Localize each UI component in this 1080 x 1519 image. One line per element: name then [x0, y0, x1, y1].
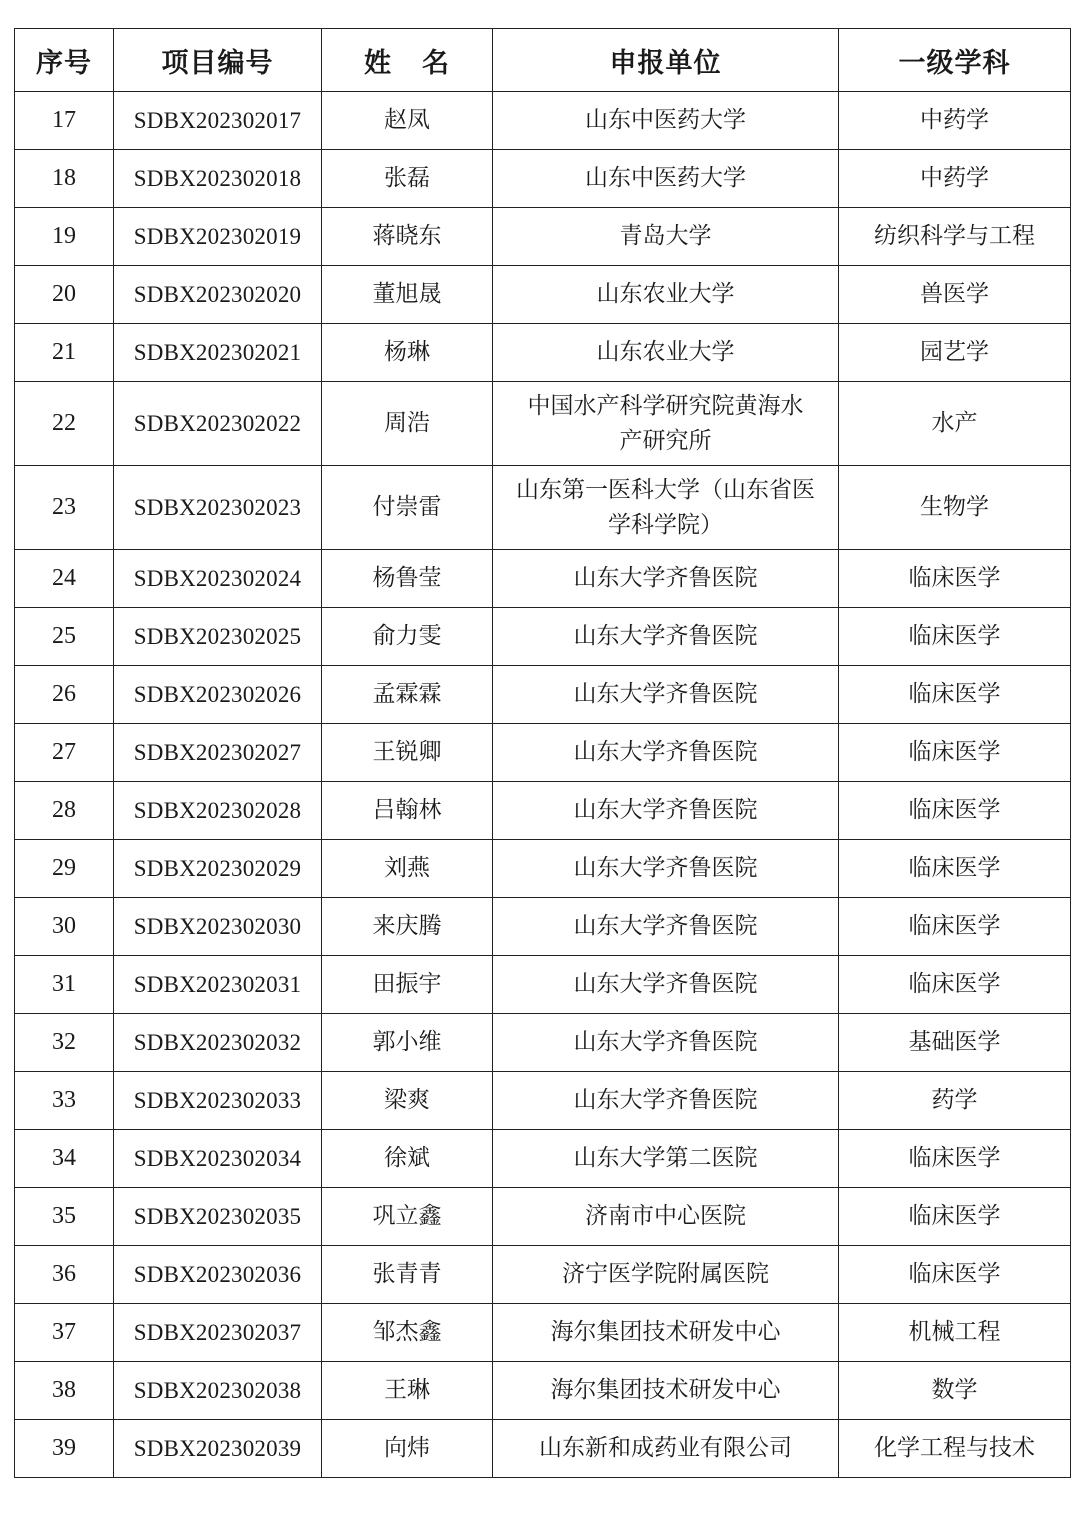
- header-name-second: 名: [422, 47, 450, 79]
- table-row: [15, 1362, 1071, 1420]
- cell-code: SDBX202302038: [114, 1362, 322, 1420]
- cell-subject: 基础医学: [839, 1014, 1071, 1072]
- cell-seq: 25: [15, 608, 114, 666]
- cell-subject: 化学工程与技术: [839, 1420, 1071, 1478]
- cell-code: SDBX202302025: [114, 608, 322, 666]
- cell-unit: 山东大学齐鲁医院: [493, 1014, 839, 1072]
- cell-seq: 31: [15, 956, 114, 1014]
- table-row: [15, 382, 1071, 466]
- table-row: [15, 150, 1071, 208]
- cell-seq: 24: [15, 550, 114, 608]
- roster-table: [14, 28, 1071, 1478]
- table-row: [15, 1246, 1071, 1304]
- cell-code: SDBX202302030: [114, 898, 322, 956]
- cell-name: 刘燕: [322, 840, 493, 898]
- cell-code: SDBX202302036: [114, 1246, 322, 1304]
- cell-code: SDBX202302017: [114, 92, 322, 150]
- cell-unit: 山东大学齐鲁医院: [493, 898, 839, 956]
- cell-unit: 山东中医药大学: [493, 92, 839, 150]
- cell-unit: 山东大学齐鲁医院: [493, 666, 839, 724]
- cell-subject: 临床医学: [839, 956, 1071, 1014]
- table-row: [15, 466, 1071, 550]
- header-row: [15, 29, 1071, 92]
- table-row: [15, 1014, 1071, 1072]
- cell-code: SDBX202302024: [114, 550, 322, 608]
- cell-subject: 数学: [839, 1362, 1071, 1420]
- cell-code: SDBX202302035: [114, 1188, 322, 1246]
- cell-unit: 山东农业大学: [493, 324, 839, 382]
- cell-unit: 山东大学齐鲁医院: [493, 782, 839, 840]
- cell-code: SDBX202302029: [114, 840, 322, 898]
- table-row: [15, 1072, 1071, 1130]
- cell-unit-line1: 中国水产科学研究院黄海水: [527, 393, 804, 419]
- cell-name: 田振宇: [322, 956, 493, 1014]
- cell-code: SDBX202302028: [114, 782, 322, 840]
- table-row: [15, 266, 1071, 324]
- cell-name: 向炜: [322, 1420, 493, 1478]
- cell-code: SDBX202302019: [114, 208, 322, 266]
- cell-name: 吕翰林: [322, 782, 493, 840]
- table-row: [15, 324, 1071, 382]
- table-row: [15, 608, 1071, 666]
- cell-seq: 28: [15, 782, 114, 840]
- cell-subject: 生物学: [839, 466, 1071, 550]
- table-row: [15, 1130, 1071, 1188]
- cell-subject: 园艺学: [839, 324, 1071, 382]
- table-row: [15, 898, 1071, 956]
- cell-unit: 山东新和成药业有限公司: [493, 1420, 839, 1478]
- cell-subject: 纺织科学与工程: [839, 208, 1071, 266]
- cell-seq: 37: [15, 1304, 114, 1362]
- cell-code: SDBX202302023: [114, 466, 322, 550]
- cell-unit: 山东大学齐鲁医院: [493, 956, 839, 1014]
- header-name-first: 姓: [364, 47, 392, 79]
- cell-subject: 临床医学: [839, 1188, 1071, 1246]
- cell-seq: 19: [15, 208, 114, 266]
- cell-code: SDBX202302037: [114, 1304, 322, 1362]
- cell-unit-line2: 产研究所: [619, 427, 712, 454]
- cell-unit: 山东大学齐鲁医院: [493, 1072, 839, 1130]
- header-seq: 序号: [15, 29, 114, 92]
- cell-code: SDBX202302032: [114, 1014, 322, 1072]
- cell-name: 赵凤: [322, 92, 493, 150]
- cell-seq: 30: [15, 898, 114, 956]
- cell-code: SDBX202302020: [114, 266, 322, 324]
- cell-code: SDBX202302018: [114, 150, 322, 208]
- cell-name: 徐斌: [322, 1130, 493, 1188]
- cell-name: 邹杰鑫: [322, 1304, 493, 1362]
- cell-seq: 38: [15, 1362, 114, 1420]
- cell-code: SDBX202302034: [114, 1130, 322, 1188]
- cell-code: SDBX202302033: [114, 1072, 322, 1130]
- cell-unit: 山东大学第二医院: [493, 1130, 839, 1188]
- cell-subject: 临床医学: [839, 1246, 1071, 1304]
- cell-subject: 临床医学: [839, 724, 1071, 782]
- table-row: [15, 782, 1071, 840]
- header-code: 项目编号: [114, 29, 322, 92]
- cell-code: SDBX202302039: [114, 1420, 322, 1478]
- cell-code: SDBX202302026: [114, 666, 322, 724]
- cell-code: SDBX202302031: [114, 956, 322, 1014]
- cell-name: 俞力雯: [322, 608, 493, 666]
- cell-name: 孟霖霖: [322, 666, 493, 724]
- cell-unit: 山东大学齐鲁医院: [493, 724, 839, 782]
- table-row: [15, 92, 1071, 150]
- table-row: [15, 1188, 1071, 1246]
- cell-code: SDBX202302021: [114, 324, 322, 382]
- table-row: [15, 550, 1071, 608]
- cell-name: 来庆腾: [322, 898, 493, 956]
- cell-subject: 中药学: [839, 92, 1071, 150]
- cell-unit: 青岛大学: [493, 208, 839, 266]
- table-row: [15, 724, 1071, 782]
- cell-name: 梁爽: [322, 1072, 493, 1130]
- cell-seq: 35: [15, 1188, 114, 1246]
- header-unit: 申报单位: [493, 29, 839, 92]
- cell-seq: 23: [15, 466, 114, 550]
- cell-unit: [493, 382, 839, 466]
- cell-code: SDBX202302027: [114, 724, 322, 782]
- cell-name: 付崇雷: [322, 466, 493, 550]
- cell-unit: [493, 466, 839, 550]
- cell-subject: 临床医学: [839, 782, 1071, 840]
- cell-unit: 济宁医学院附属医院: [493, 1246, 839, 1304]
- header-name: [322, 29, 493, 92]
- cell-subject: 中药学: [839, 150, 1071, 208]
- table-row: [15, 840, 1071, 898]
- cell-unit: 海尔集团技术研发中心: [493, 1362, 839, 1420]
- roster-sheet: [14, 28, 1070, 1478]
- cell-seq: 17: [15, 92, 114, 150]
- cell-seq: 39: [15, 1420, 114, 1478]
- cell-unit: 山东农业大学: [493, 266, 839, 324]
- cell-name: 杨鲁莹: [322, 550, 493, 608]
- table-row: [15, 1420, 1071, 1478]
- cell-name: 张青青: [322, 1246, 493, 1304]
- table-row: [15, 666, 1071, 724]
- cell-code: SDBX202302022: [114, 382, 322, 466]
- cell-unit: 山东大学齐鲁医院: [493, 840, 839, 898]
- cell-subject: 机械工程: [839, 1304, 1071, 1362]
- cell-name: 王锐卿: [322, 724, 493, 782]
- cell-seq: 21: [15, 324, 114, 382]
- cell-unit: 海尔集团技术研发中心: [493, 1304, 839, 1362]
- cell-name: 董旭晟: [322, 266, 493, 324]
- cell-name: 张磊: [322, 150, 493, 208]
- cell-name: 巩立鑫: [322, 1188, 493, 1246]
- cell-subject: 临床医学: [839, 550, 1071, 608]
- cell-name: 蒋晓东: [322, 208, 493, 266]
- cell-seq: 34: [15, 1130, 114, 1188]
- cell-name: 周浩: [322, 382, 493, 466]
- cell-seq: 26: [15, 666, 114, 724]
- cell-seq: 18: [15, 150, 114, 208]
- table-row: [15, 208, 1071, 266]
- cell-subject: 临床医学: [839, 666, 1071, 724]
- cell-unit-line2: 学科学院）: [608, 511, 723, 538]
- cell-unit: 济南市中心医院: [493, 1188, 839, 1246]
- cell-subject: 临床医学: [839, 840, 1071, 898]
- header-subject: 一级学科: [839, 29, 1071, 92]
- cell-name: 郭小维: [322, 1014, 493, 1072]
- cell-seq: 32: [15, 1014, 114, 1072]
- cell-seq: 36: [15, 1246, 114, 1304]
- cell-unit: 山东中医药大学: [493, 150, 839, 208]
- cell-name: 王琳: [322, 1362, 493, 1420]
- cell-seq: 27: [15, 724, 114, 782]
- table-row: [15, 956, 1071, 1014]
- cell-seq: 20: [15, 266, 114, 324]
- cell-subject: 临床医学: [839, 898, 1071, 956]
- cell-unit: 山东大学齐鲁医院: [493, 608, 839, 666]
- cell-seq: 22: [15, 382, 114, 466]
- cell-unit: 山东大学齐鲁医院: [493, 550, 839, 608]
- cell-subject: 药学: [839, 1072, 1071, 1130]
- cell-subject: 临床医学: [839, 1130, 1071, 1188]
- cell-subject: 兽医学: [839, 266, 1071, 324]
- cell-name: 杨琳: [322, 324, 493, 382]
- cell-unit-line1: 山东第一医科大学（山东省医: [516, 477, 815, 503]
- cell-seq: 29: [15, 840, 114, 898]
- cell-subject: 临床医学: [839, 608, 1071, 666]
- table-row: [15, 1304, 1071, 1362]
- cell-subject: 水产: [839, 382, 1071, 466]
- cell-seq: 33: [15, 1072, 114, 1130]
